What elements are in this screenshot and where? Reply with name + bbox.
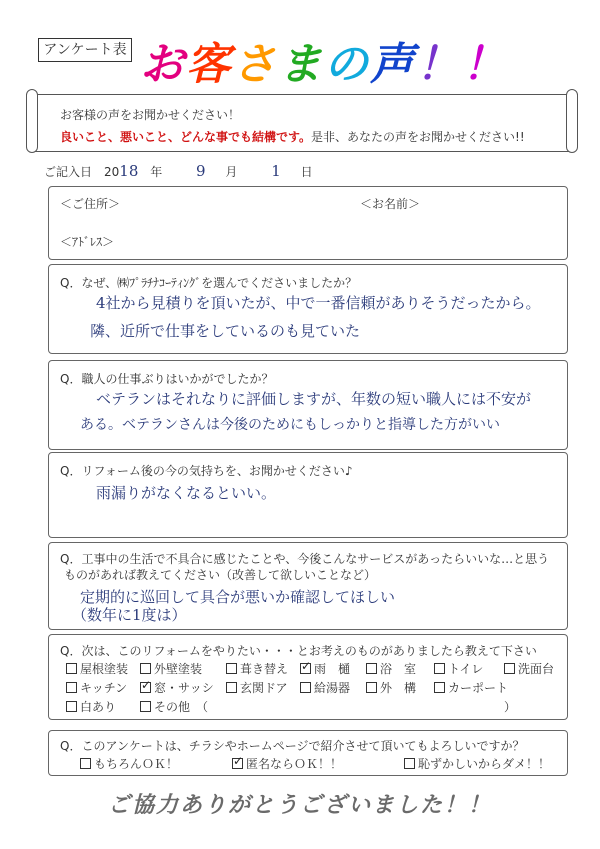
checkbox-label: 葺き替え — [240, 662, 289, 676]
checkbox-label: 給湯器 — [314, 681, 351, 695]
thanks-message: ご協力ありがとうございました！！ — [107, 793, 492, 818]
customer-box — [48, 186, 568, 260]
q5-option[interactable] — [366, 660, 416, 677]
checkbox-icon[interactable] — [226, 663, 237, 674]
checkbox-icon[interactable] — [434, 682, 445, 693]
checkbox-label: 洗面台 — [518, 662, 555, 676]
q5-option[interactable] — [226, 660, 288, 677]
q5-option[interactable] — [66, 679, 127, 696]
q5-option[interactable] — [504, 660, 554, 677]
checkbox-icon[interactable] — [66, 701, 77, 712]
q6-option[interactable] — [404, 755, 550, 772]
q5-option[interactable] — [140, 698, 208, 715]
q5-option[interactable] — [226, 679, 288, 696]
address2-label: ＜ｱﾄﾞﾚｽ＞ — [60, 235, 115, 249]
checkbox-icon[interactable] — [434, 663, 445, 674]
checkbox-icon[interactable] — [300, 682, 311, 693]
q2-question: Q．職人の仕事ぶりはいかがでしたか？ — [60, 372, 274, 386]
checkbox-label: 恥ずかしいからダメ！！ — [418, 757, 551, 771]
q5-option[interactable] — [140, 679, 214, 696]
q3-answer-1: 雨漏りがなくなるといい。 — [96, 484, 277, 502]
q5-question: Q．次は、このリフォームをやりたい・・・とお考えのものがありましたら教えて下さい — [60, 644, 537, 658]
date-year: 18 — [119, 162, 139, 180]
checkbox-icon[interactable] — [504, 663, 515, 674]
checkbox-label: 匿名ならＯＫ！！ — [246, 757, 343, 771]
checkbox-label: カーポート — [448, 681, 509, 695]
title-char: の — [324, 39, 370, 90]
title-char: 声 — [370, 39, 416, 90]
intro-line-2-red: 良いこと、悪いこと、どんな事でも結構です。 — [60, 130, 312, 144]
checkbox-icon[interactable] — [140, 682, 151, 693]
checkbox-icon[interactable] — [226, 682, 237, 693]
q4-answer-2: （数年に1度は） — [72, 606, 187, 624]
checkbox-icon[interactable] — [66, 663, 77, 674]
date-day-label: 日 — [300, 165, 313, 179]
checkbox-label: 玄関ドア — [240, 681, 288, 695]
checkbox-icon[interactable] — [300, 663, 311, 674]
checkbox-icon[interactable] — [80, 758, 91, 769]
intro-line-1: お客様の声をお聞かせください！ — [60, 108, 241, 122]
intro-line-2 — [60, 128, 525, 145]
q5-option[interactable] — [300, 660, 350, 677]
checkbox-icon[interactable] — [232, 758, 243, 769]
date-year-label: 年 — [150, 165, 163, 179]
scroll-right-roll — [566, 89, 578, 153]
date-month-label: 月 — [225, 165, 238, 179]
q6-question: Q．このアンケートは、チラシやホームページで紹介させて頂いてもよろしいですか？ — [60, 739, 525, 753]
q2-answer-1: ベテランはそれなりに評価しますが、年数の短い職人には不安が — [96, 390, 532, 408]
checkbox-icon[interactable] — [366, 663, 377, 674]
checkbox-label: 外壁塗装 — [154, 662, 203, 676]
q4-question-1: Q．工事中の生活で不具合に感じたことや、今後こんなサービスがあったらいいな…と思う — [60, 552, 550, 566]
q1-question: Q．なぜ、㈱ﾌﾟﾗﾁﾅｺｰﾃｨﾝｸﾞを選んでくださいましたか？ — [60, 276, 358, 290]
q6-option[interactable] — [80, 755, 178, 772]
checkbox-label: キッチン — [80, 681, 128, 695]
date-prefix: ご記入日 20 — [44, 165, 120, 179]
page-title — [140, 28, 508, 92]
q5-option[interactable] — [434, 660, 483, 677]
q5-option[interactable] — [300, 679, 350, 696]
checkbox-icon[interactable] — [140, 663, 151, 674]
checkbox-label: 雨 樋 — [314, 662, 351, 676]
q5-close-paren: ） — [504, 700, 517, 714]
checkbox-label: 窓・サッシ — [154, 681, 214, 695]
q2-answer-2: ある。ベテランさんは今後のためにもしっかりと指導した方がいい — [80, 417, 500, 433]
title-char: 客 — [186, 39, 232, 90]
title-char: ！ — [416, 39, 462, 90]
checkbox-label: トイレ — [448, 662, 484, 676]
q5-option[interactable] — [434, 679, 508, 696]
address-label: ＜ご住所＞ — [60, 197, 121, 211]
checkbox-label: 浴 室 — [380, 662, 417, 676]
date-month: 9 — [196, 162, 206, 180]
q4-answer-1: 定期的に巡回して具合が悪いか確認してほしい — [80, 588, 396, 606]
title-char: お — [140, 39, 186, 90]
checkbox-icon[interactable] — [140, 701, 151, 712]
date-line — [44, 162, 313, 180]
questionnaire-label: アンケート表 — [38, 38, 132, 62]
q3-question: Q．リフォーム後の今の気持ちを、お聞かせください♪ — [60, 464, 353, 478]
title-char: ま — [278, 39, 324, 90]
q4-question-2: ものがあれば教えてください（改善して欲しいことなど） — [64, 568, 377, 582]
q1-answer-1: 4社から見積りを頂いたが、中で一番信頼がありそうだったから。 — [96, 294, 541, 312]
title-char: ！ — [462, 39, 508, 90]
checkbox-label: もちろんＯＫ！ — [94, 757, 179, 771]
title-char: さ — [232, 39, 278, 90]
q5-option[interactable] — [140, 660, 202, 677]
q6-option[interactable] — [232, 755, 342, 772]
checkbox-label: 白あり — [80, 700, 117, 714]
intro-line-2-rest: 是非、あなたの声をお聞かせください!! — [311, 130, 525, 144]
q5-option[interactable] — [66, 698, 116, 715]
q5-option[interactable] — [366, 679, 416, 696]
scroll-left-roll — [26, 89, 38, 153]
checkbox-icon[interactable] — [366, 682, 377, 693]
date-day: 1 — [271, 162, 281, 180]
checkbox-label: 屋根塗装 — [80, 662, 129, 676]
checkbox-label: その他 （ — [154, 700, 209, 714]
q5-option[interactable] — [66, 660, 128, 677]
checkbox-icon[interactable] — [404, 758, 415, 769]
checkbox-icon[interactable] — [66, 682, 77, 693]
q1-answer-2: 隣、近所で仕事をしているのも見ていた — [90, 322, 361, 340]
name-label: ＜お名前＞ — [360, 197, 421, 211]
checkbox-label: 外 構 — [380, 681, 417, 695]
